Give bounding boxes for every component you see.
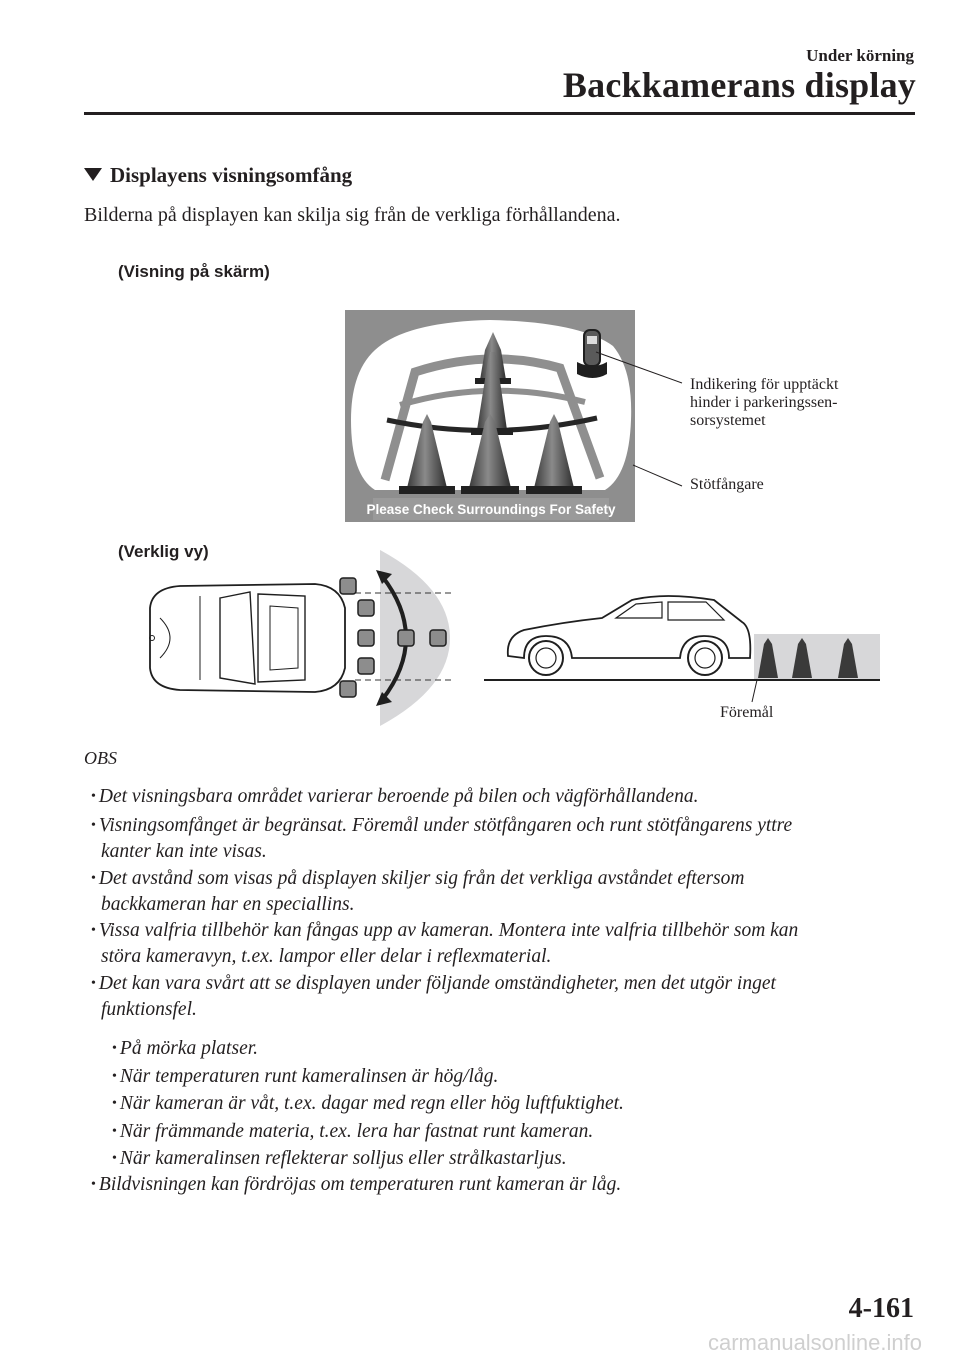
side-view-illustration (484, 588, 884, 688)
sensor-callout (690, 376, 838, 430)
sensor-leader-line (596, 352, 682, 383)
note-subitem: • När främmande materia, t.ex. lera har fastnat runt kameran. (112, 1121, 594, 1142)
screen-view-label: (Visning på skärm) (118, 262, 270, 281)
sensor-callout-line-2: hinder i parkeringssen- (690, 394, 838, 411)
actual-view-label: (Verklig vy) (118, 542, 209, 561)
note-subitem: • När kameralinsen reflekterar solljus eller strålkastarljus. (112, 1148, 567, 1169)
note-item: • Det visningsbara området varierar beroende på bilen och vägförhållandena. (91, 786, 699, 807)
car-top-view (150, 584, 346, 692)
intro-text: Bilderna på displayen kan skilja sig från de verkliga förhållandena. (84, 204, 621, 226)
screen-banner-text: Please Check Surroundings For Safety (366, 502, 616, 517)
note-item: • Visningsomfånget är begränsat. Föremål under stötfångaren och runt stötfångarens yttre kanter kan inte visas. (91, 815, 793, 862)
sensor-callout-line-3: sorsystemet (690, 412, 766, 429)
note-item: • Vissa valfria tillbehör kan fångas upp av kameran. Montera inte valfria tillbehör som kan störa kameravyn, t.ex. lampor eller delar i reflexmaterial. (91, 920, 799, 967)
bumper-leader-line (633, 465, 682, 486)
section-heading-text: Displayens visningsomfång (110, 163, 353, 187)
bumper-callout: Stötfångare (690, 476, 764, 493)
object-callout: Föremål (720, 704, 774, 721)
note-item-last: • Bildvisningen kan fördröjas om temperaturen runt kameran är låg. (91, 1174, 622, 1195)
sensor-callout-line-1: Indikering för upptäckt (690, 376, 839, 393)
page-number: 4-161 (848, 1293, 914, 1324)
notes-title: OBS (84, 748, 117, 768)
top-view-illustration (140, 548, 460, 728)
chapter-title: Under körning (806, 46, 914, 65)
note-item: • Det avstånd som visas på displayen skiljer sig från det verkliga avståndet eftersom backkameran har en speciallins. (91, 868, 745, 915)
note-subitem: • På mörka platser. (112, 1038, 259, 1059)
note-subitem: • När temperaturen runt kameralinsen är hög/låg. (112, 1066, 499, 1087)
page-title: Backkamerans display (562, 65, 916, 105)
note-item: • Det kan vara svårt att se displayen under följande omständigheter, men det utgör inget funktionsfel. (91, 973, 776, 1020)
car-side-view (508, 596, 751, 675)
note-subitem: • När kameran är våt, t.ex. dagar med regn eller hög luftfuktighet. (112, 1093, 624, 1114)
watermark: carmanualsonline.info (707, 1330, 922, 1355)
